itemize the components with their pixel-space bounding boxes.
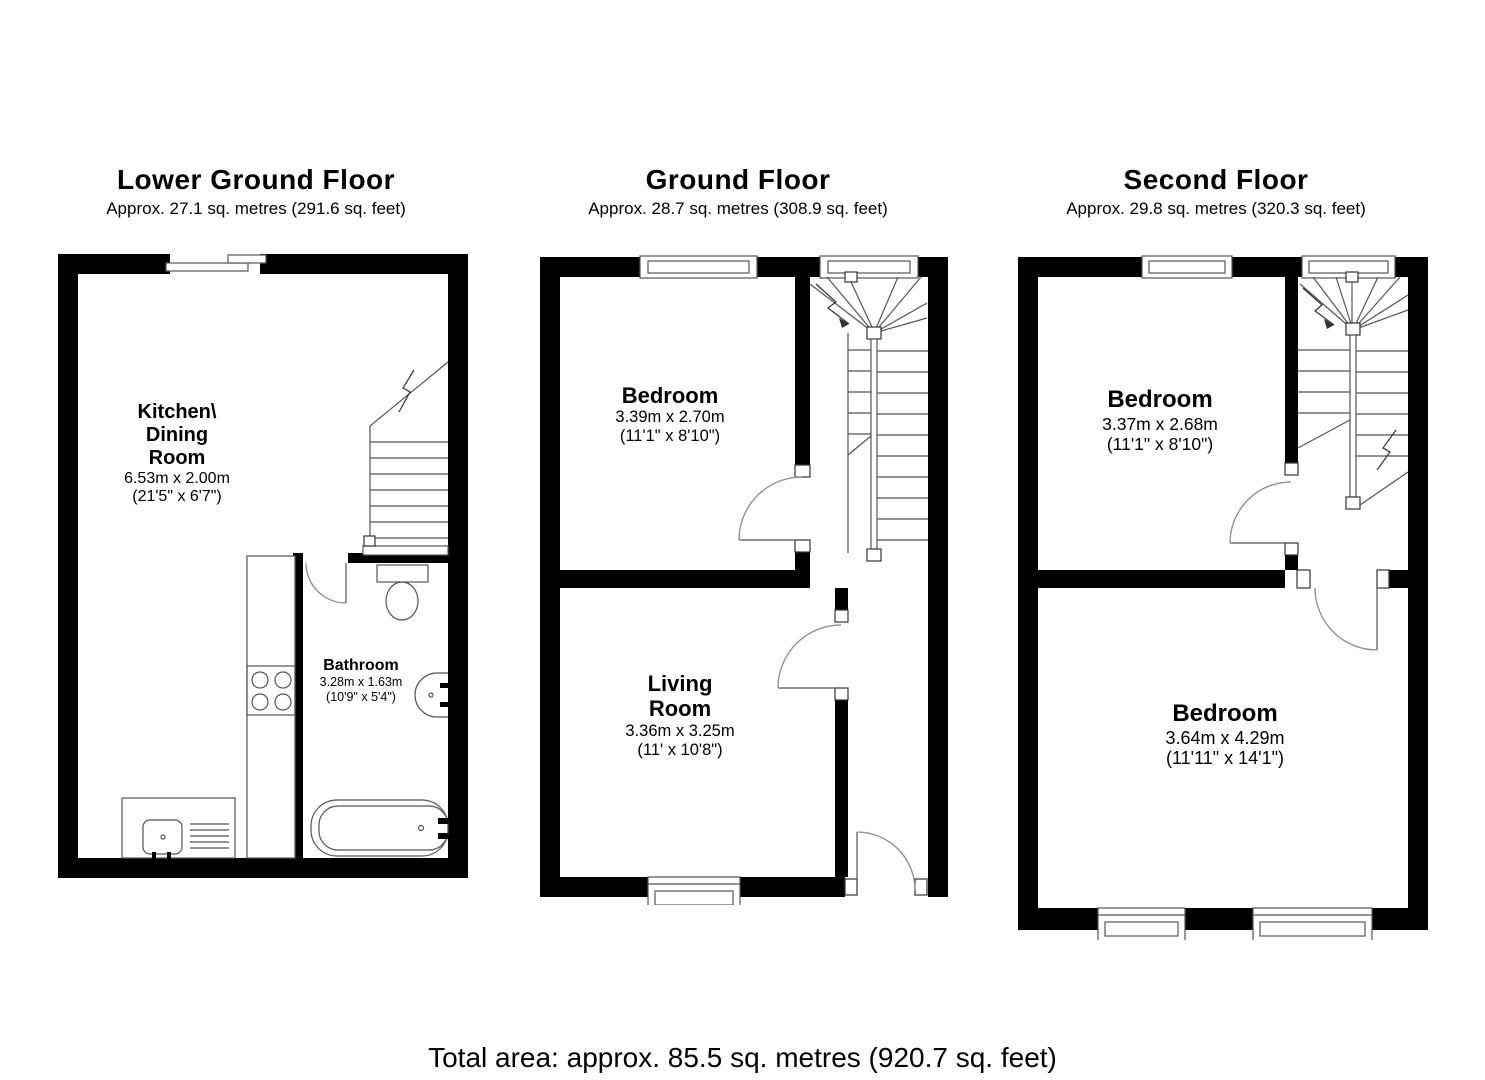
floor-title: Lower Ground Floor [116,164,396,195]
kitchen-sink-icon [122,798,235,861]
walls [1018,257,1428,930]
floor-subtitle: Approx. 28.7 sq. metres (308.9 sq. feet) [588,199,888,218]
ground-floor-header [538,164,938,219]
second-floor-plan [1010,250,1435,940]
stairs-icon [810,272,928,561]
stairs-icon [363,362,448,555]
walls [540,257,948,897]
toilet-icon [377,565,428,620]
room-label-bathroom: Bathroom 3.28m x 1.63m (10'9" x 5'4") [319,657,403,704]
rear-bedroom-door [1297,570,1389,650]
room-label-sf-bedroom-rear: Bedroom 3.64m x 4.29m (11'11" x 14'1") [1165,700,1285,769]
floor-subtitle: Approx. 29.8 sq. metres (320.3 sq. feet) [1066,199,1366,218]
bathtub-icon [311,800,448,856]
floor-subtitle: Approx. 27.1 sq. metres (291.6 sq. feet) [106,199,406,218]
room-label-gf-bedroom: Bedroom 3.39m x 2.70m (11'1" x 8'10") [615,383,725,446]
floor-title: Second Floor [1123,164,1309,195]
second-floor-header [1016,164,1416,219]
lower-ground-floor-header [56,164,456,219]
bedroom-door [1230,463,1298,555]
room-label-living-room: Living Room 3.36m x 3.25m (11' x 10'8") [625,671,735,759]
ground-floor-plan [530,250,955,905]
front-door [845,832,927,895]
total-area-text: Total area: approx. 85.5 sq. metres (920.7 sq. feet) [428,1042,1057,1073]
lower-ground-floor-plan [50,245,480,890]
bedroom-door [739,465,810,552]
room-label-kitchen-dining: Kitchen\ Dining Room 6.53m x 2.00m (21'5" x 6'7") [124,401,230,506]
window-icon [166,255,266,271]
room-label-sf-bedroom-front: Bedroom 3.37m x 2.68m (11'1" x 8'10") [1102,386,1218,454]
stairs-icon [1298,272,1408,509]
bathroom-door [306,563,346,603]
floor-title: Ground Floor [645,164,831,195]
